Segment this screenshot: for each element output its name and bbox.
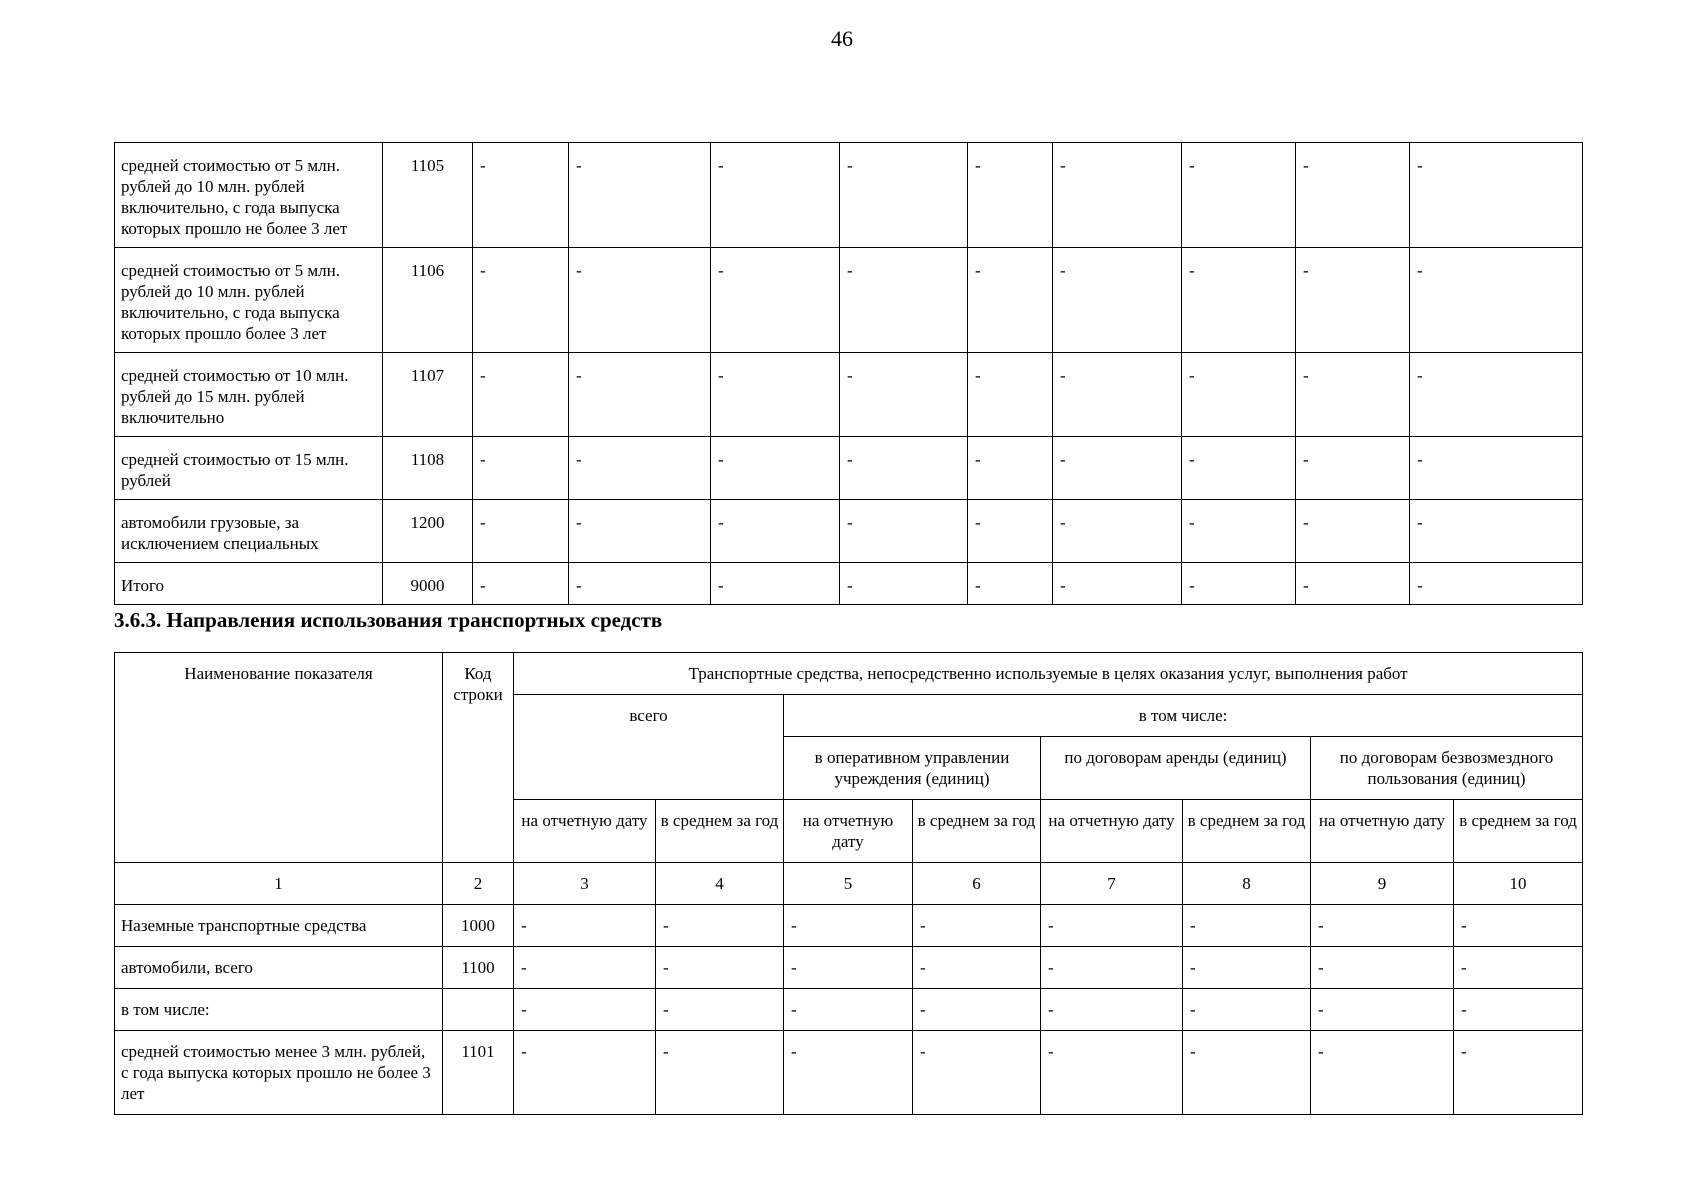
row-name: средней стоимостью менее 3 млн. рублей, с года выпуска которых прошло не более 3 лет (115, 1031, 443, 1115)
header-including: в том числе: (784, 695, 1583, 737)
row-code: 9000 (383, 563, 473, 605)
row-value: - (1454, 989, 1583, 1031)
row-value: - (1311, 947, 1454, 989)
row-name: автомобили грузовые, за исключением специальных (115, 500, 383, 563)
row-value: - (968, 563, 1053, 605)
table-row (115, 248, 1583, 353)
row-value: - (840, 437, 968, 500)
row-value: - (1182, 248, 1296, 353)
row-code: 1200 (383, 500, 473, 563)
row-name: средней стоимостью от 10 млн. рублей до 15 млн. рублей включительно (115, 353, 383, 437)
column-number: 2 (443, 863, 514, 905)
row-value: - (514, 947, 656, 989)
row-value: - (1182, 353, 1296, 437)
row-value: - (569, 248, 711, 353)
row-value: - (1410, 500, 1583, 563)
row-value: - (1053, 563, 1182, 605)
row-value: - (473, 500, 569, 563)
row-value: - (711, 143, 840, 248)
table-row (115, 353, 1583, 437)
row-value: - (840, 563, 968, 605)
row-value: - (1296, 563, 1410, 605)
column-number: 9 (1311, 863, 1454, 905)
header-avg-year: в среднем за год (1454, 800, 1583, 863)
row-value: - (711, 437, 840, 500)
row-code (443, 989, 514, 1031)
header-code: Код строки (443, 653, 514, 863)
row-value: - (1183, 989, 1311, 1031)
table-row (115, 1031, 1583, 1115)
row-value: - (473, 563, 569, 605)
header-rent: по договорам аренды (единиц) (1041, 737, 1311, 800)
header-avg-year: в среднем за год (1183, 800, 1311, 863)
header-total: всего (514, 695, 784, 800)
row-value: - (711, 248, 840, 353)
row-value: - (656, 947, 784, 989)
header-name: Наименование показателя (115, 653, 443, 863)
row-value: - (1454, 947, 1583, 989)
row-value: - (1182, 143, 1296, 248)
row-code: 1107 (383, 353, 473, 437)
row-value: - (1183, 1031, 1311, 1115)
row-value: - (1053, 143, 1182, 248)
row-value: - (1053, 353, 1182, 437)
table-row (115, 989, 1583, 1031)
continuation-table (114, 142, 1583, 605)
row-value: - (840, 143, 968, 248)
row-value: - (913, 1031, 1041, 1115)
row-value: - (1311, 1031, 1454, 1115)
row-value: - (569, 143, 711, 248)
row-value: - (1053, 248, 1182, 353)
row-value: - (1311, 905, 1454, 947)
row-name: средней стоимостью от 5 млн. рублей до 10 млн. рублей включительно, с года выпуска которых прошло не более 3 лет (115, 143, 383, 248)
row-value: - (1410, 248, 1583, 353)
row-value: - (711, 500, 840, 563)
row-value: - (569, 437, 711, 500)
column-number-row (115, 863, 1583, 905)
row-value: - (711, 563, 840, 605)
row-code: 1100 (443, 947, 514, 989)
row-value: - (1296, 353, 1410, 437)
column-number: 10 (1454, 863, 1583, 905)
row-code: 1101 (443, 1031, 514, 1115)
row-value: - (569, 563, 711, 605)
row-value: - (968, 500, 1053, 563)
row-code: 1106 (383, 248, 473, 353)
table-row (115, 437, 1583, 500)
row-code: 1000 (443, 905, 514, 947)
row-value: - (913, 905, 1041, 947)
row-value: - (913, 989, 1041, 1031)
page-number: 46 (831, 26, 853, 51)
row-value: - (1311, 989, 1454, 1031)
row-value: - (1053, 437, 1182, 500)
row-value: - (656, 1031, 784, 1115)
row-value: - (473, 143, 569, 248)
row-value: - (840, 500, 968, 563)
row-value: - (840, 353, 968, 437)
row-value: - (473, 353, 569, 437)
row-value: - (1182, 500, 1296, 563)
row-value: - (569, 353, 711, 437)
column-number: 5 (784, 863, 913, 905)
row-value: - (1410, 143, 1583, 248)
row-value: - (569, 500, 711, 563)
row-value: - (968, 248, 1053, 353)
row-name: в том числе: (115, 989, 443, 1031)
column-number: 7 (1041, 863, 1183, 905)
row-value: - (1410, 353, 1583, 437)
header-operative: в оперативном управлении учреждения (единиц) (784, 737, 1041, 800)
header-avg-year: в среднем за год (913, 800, 1041, 863)
row-value: - (968, 143, 1053, 248)
header-on-date: на отчетную дату (514, 800, 656, 863)
row-name: средней стоимостью от 5 млн. рублей до 10 млн. рублей включительно, с года выпуска которых прошло более 3 лет (115, 248, 383, 353)
row-value: - (1296, 143, 1410, 248)
row-value: - (1296, 437, 1410, 500)
row-value: - (1183, 947, 1311, 989)
row-value: - (784, 905, 913, 947)
table-row (115, 143, 1583, 248)
table-row (115, 563, 1583, 605)
row-value: - (968, 437, 1053, 500)
row-name: автомобили, всего (115, 947, 443, 989)
row-value: - (1182, 563, 1296, 605)
column-number: 1 (115, 863, 443, 905)
row-value: - (1041, 1031, 1183, 1115)
row-value: - (784, 1031, 913, 1115)
table-row (115, 947, 1583, 989)
row-code: 1105 (383, 143, 473, 248)
row-value: - (514, 905, 656, 947)
row-name: Итого (115, 563, 383, 605)
row-value: - (514, 989, 656, 1031)
header-on-date: на отчетную дату (1311, 800, 1454, 863)
row-value: - (473, 248, 569, 353)
header-on-date: на отчетную дату (784, 800, 913, 863)
row-value: - (1183, 905, 1311, 947)
vehicle-usage-table (114, 652, 1583, 1115)
row-value: - (1410, 437, 1583, 500)
row-value: - (784, 989, 913, 1031)
row-value: - (656, 905, 784, 947)
row-value: - (1041, 905, 1183, 947)
row-name: средней стоимостью от 15 млн. рублей (115, 437, 383, 500)
column-number: 3 (514, 863, 656, 905)
row-value: - (1041, 947, 1183, 989)
column-number: 8 (1183, 863, 1311, 905)
row-value: - (1053, 500, 1182, 563)
row-value: - (1296, 248, 1410, 353)
row-value: - (784, 947, 913, 989)
section-heading: 3.6.3. Направления использования транспортных средств (114, 608, 663, 632)
row-value: - (1041, 989, 1183, 1031)
row-name: Наземные транспортные средства (115, 905, 443, 947)
row-value: - (1410, 563, 1583, 605)
row-value: - (1296, 500, 1410, 563)
row-value: - (656, 989, 784, 1031)
row-value: - (514, 1031, 656, 1115)
column-number: 6 (913, 863, 1041, 905)
column-number: 4 (656, 863, 784, 905)
row-value: - (913, 947, 1041, 989)
header-free-use: по договорам безвозмездного пользования (единиц) (1311, 737, 1583, 800)
header-avg-year: в среднем за год (656, 800, 784, 863)
table-row (115, 905, 1583, 947)
row-value: - (473, 437, 569, 500)
header-on-date: на отчетную дату (1041, 800, 1183, 863)
row-value: - (711, 353, 840, 437)
row-value: - (1454, 1031, 1583, 1115)
row-value: - (968, 353, 1053, 437)
row-code: 1108 (383, 437, 473, 500)
row-value: - (840, 248, 968, 353)
header-group: Транспортные средства, непосредственно используемые в целях оказания услуг, выполнения работ (514, 653, 1583, 695)
table-row (115, 500, 1583, 563)
row-value: - (1182, 437, 1296, 500)
row-value: - (1454, 905, 1583, 947)
